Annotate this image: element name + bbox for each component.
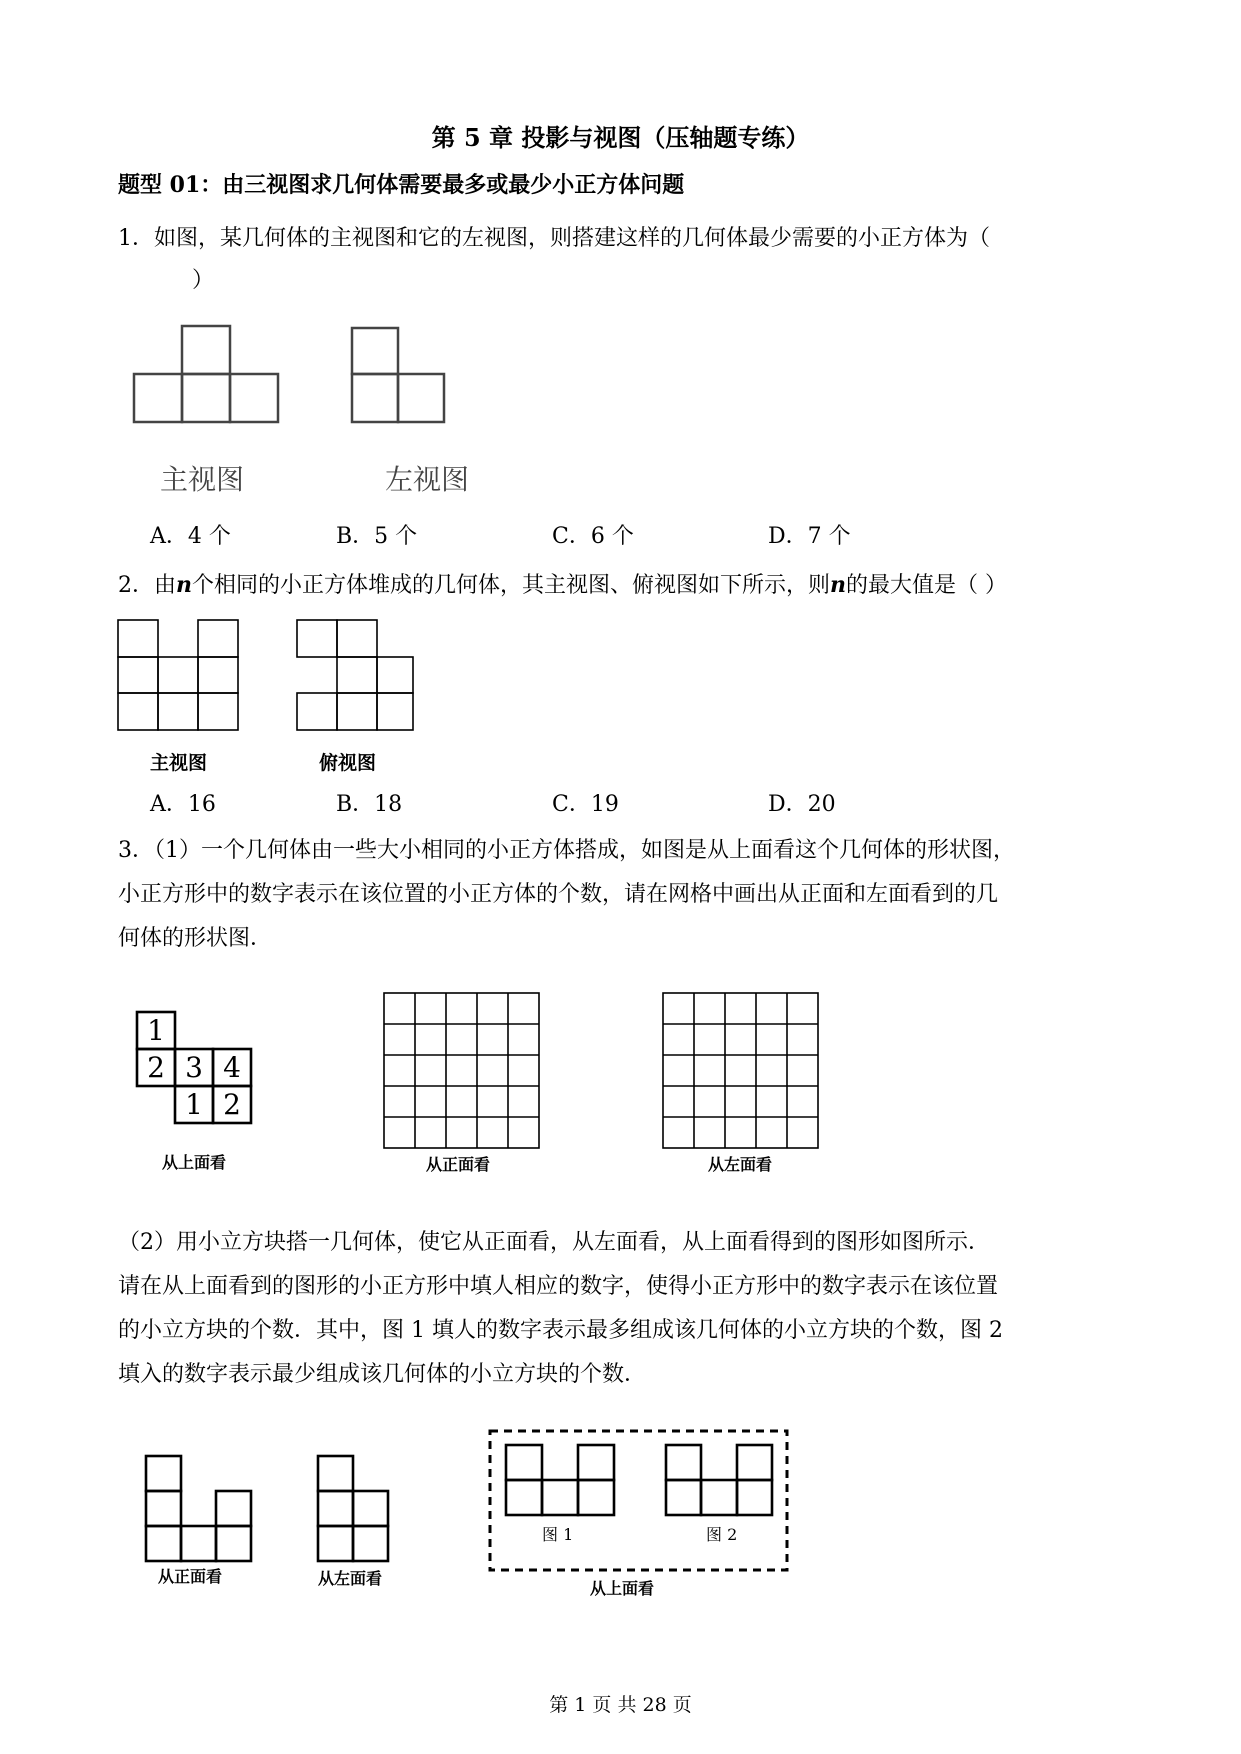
- q3-part1-line1: 3．（1）一个几何体由一些大小相同的小正方体搭成，如图是从上面看这个几何体的形状图，: [118, 838, 1015, 863]
- q2-stem-b: 个相同的小正方体堆成的几何体，其主视图、俯视图如下所示，则: [192, 573, 831, 598]
- q3p2-caption-top: 从上面看: [590, 1579, 655, 1598]
- q3-part2-line3: 的小立方块的个数．其中，图 1 填人的数字表示最多组成该几何体的小立方块的个数，图 2: [118, 1318, 1003, 1343]
- q3-caption-top: 从上面看: [162, 1153, 227, 1172]
- q1-option-b: B．5 个: [336, 524, 418, 549]
- top-view-cell: 3: [185, 1051, 203, 1084]
- top-view-cell: 1: [185, 1088, 203, 1121]
- q3-part2-line1: （2）用小立方块搭一几何体，使它从正面看，从左面看，从上面看得到的图形如图所示．: [118, 1230, 991, 1255]
- q3p2-front-view: [146, 1456, 251, 1561]
- top-view-cell: 4: [223, 1051, 241, 1084]
- q2-var-n-2: n: [830, 572, 847, 598]
- page-footer: 第 1 页 共 28 页: [549, 1694, 692, 1716]
- top-view-cell: 2: [223, 1088, 241, 1121]
- q3p2-caption-left: 从左面看: [318, 1569, 383, 1588]
- q3p2-caption-front: 从正面看: [158, 1567, 223, 1586]
- top-view-cell: 2: [147, 1051, 165, 1084]
- q1-stem-end: ）: [192, 268, 215, 293]
- q2-var-n: n: [176, 572, 192, 598]
- q1-option-a: A．4 个: [150, 524, 231, 549]
- q2-stem-a: 2．由: [118, 573, 176, 598]
- q1-caption-front: 主视图: [160, 463, 245, 496]
- q1-option-d: D．7 个: [768, 524, 851, 549]
- q3-part2-line4: 填入的数字表示最少组成该几何体的小立方块的个数．: [118, 1362, 647, 1387]
- q2-option-b: B．18: [336, 792, 403, 817]
- top-view-cell: 1: [147, 1014, 165, 1047]
- q3-part1-line2: 小正方形中的数字表示在该位置的小正方体的个数，请在网格中画出从正面和左面看到的几: [118, 882, 999, 907]
- q3-part1-line3: 何体的形状图．: [118, 926, 273, 951]
- q3p2-left-view: [318, 1456, 388, 1561]
- q2-stem-c: 的最大值是（ ）: [846, 573, 1008, 598]
- q3-caption-left: 从左面看: [708, 1155, 773, 1174]
- q2-caption-front: 主视图: [150, 752, 208, 774]
- q1-caption-left: 左视图: [385, 463, 470, 496]
- section-heading: 题型 01：由三视图求几何体需要最多或最少小正方体问题: [118, 172, 685, 198]
- q2-option-d: D．20: [768, 792, 836, 817]
- q3p2-fig1-label: 图 1: [542, 1525, 574, 1544]
- q3-part2-line2: 请在从上面看到的图形的小正方形中填人相应的数字，使得小正方形中的数字表示在该位置: [118, 1274, 999, 1299]
- q1-option-c: C．6 个: [552, 524, 634, 549]
- q2-option-c: C．19: [552, 792, 619, 817]
- q3p2-fig2-grid: [666, 1445, 772, 1515]
- q3p2-top-view-box: [490, 1431, 787, 1570]
- q3-caption-front: 从正面看: [426, 1155, 491, 1174]
- q3p2-fig1-grid: [506, 1445, 614, 1515]
- q3p2-fig2-label: 图 2: [706, 1525, 738, 1544]
- page-title: 第 5 章 投影与视图（压轴题专练）: [431, 123, 810, 152]
- q2-caption-top: 俯视图: [319, 752, 377, 774]
- q1-stem: 1．如图，某几何体的主视图和它的左视图，则搭建这样的几何体最少需要的小正方体为（: [118, 226, 991, 251]
- q2-option-a: A．16: [150, 792, 216, 817]
